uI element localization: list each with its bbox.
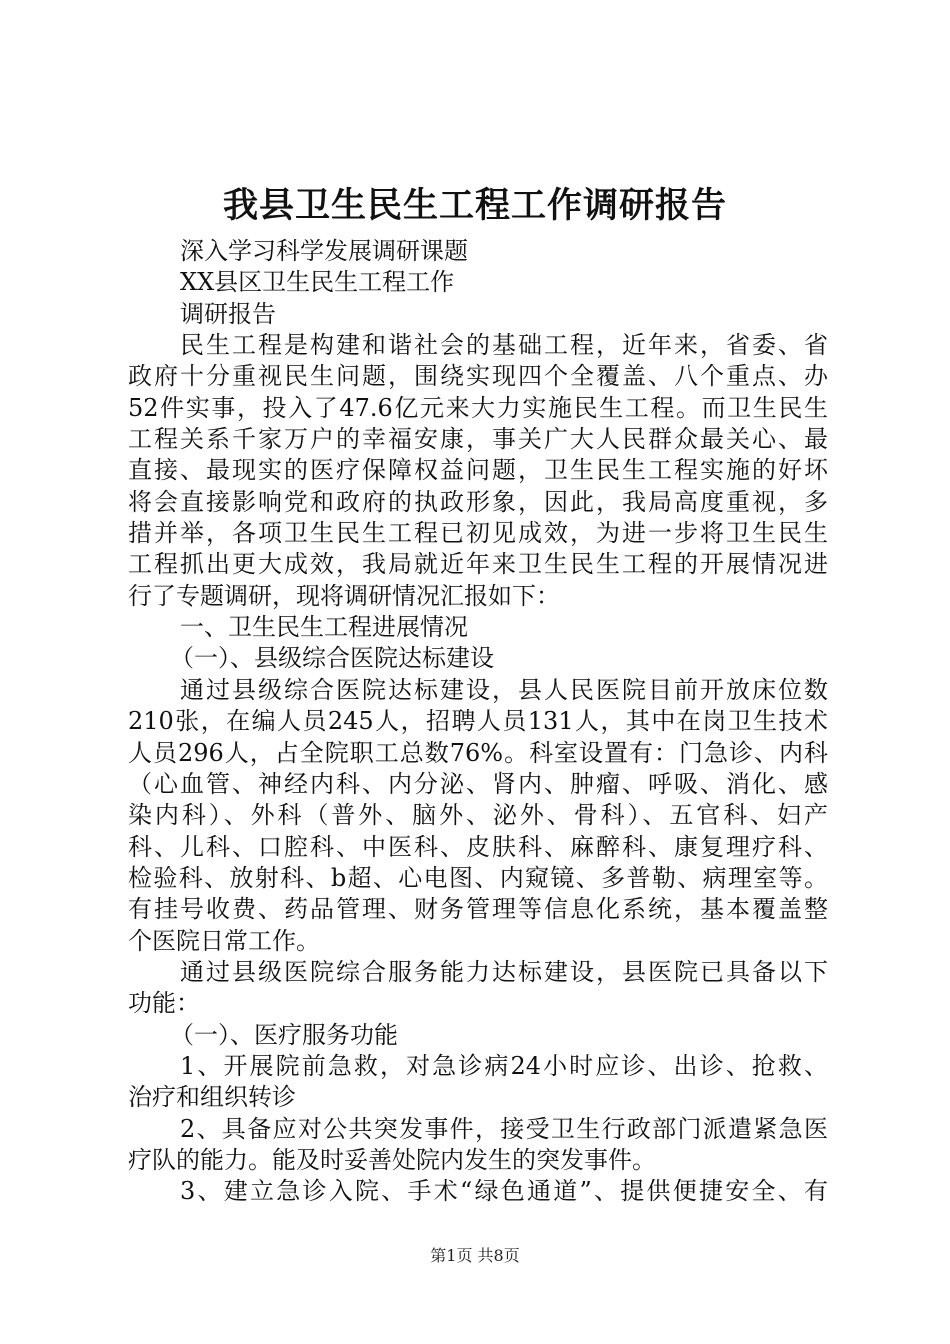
paragraph-line: 直接、最现实的医疗保障权益问题，卫生民生工程实施的好坏 — [128, 456, 828, 485]
subtitle-line: XX县区卫生民生工程工作 — [180, 268, 455, 297]
section-heading: 一、卫生民生工程进展情况 — [180, 613, 468, 642]
list-item-line: 治疗和组织转诊 — [128, 1083, 296, 1112]
paragraph-line: 工程抓出更大成效，我局就近年来卫生民生工程的开展情况进 — [128, 550, 828, 579]
subsection-heading: （一）、医疗服务功能 — [170, 1020, 398, 1049]
list-item-line: 3、建立急诊入院、手术“绿色通道”、提供便捷安全、有 — [180, 1177, 828, 1206]
paragraph-line: 科、儿科、口腔科、中医科、皮肤科、麻醉科、康复理疗科、 — [128, 832, 828, 861]
list-item-line: 1、开展院前急救，对急诊病24小时应诊、出诊、抢救、 — [180, 1051, 828, 1080]
paragraph-line: 功能： — [128, 989, 200, 1018]
subsection-heading: （一）、县级综合医院达标建设 — [170, 644, 494, 673]
paragraph-line: 民生工程是构建和谐社会的基础工程，近年来，省委、省 — [180, 331, 828, 360]
paragraph-line: 工程关系千家万户的幸福安康，事关广大人民群众最关心、最 — [128, 425, 828, 454]
list-item-line: 2、具备应对公共突发事件，接受卫生行政部门派遣紧急医 — [180, 1114, 828, 1143]
paragraph-line: 染内科）、外科（普外、脑外、泌外、骨科）、五官科、妇产 — [128, 801, 828, 830]
document-title: 我县卫生民生工程工作调研报告 — [222, 185, 727, 226]
paragraph-line: 将会直接影响党和政府的执政形象，因此，我局高度重视，多 — [128, 487, 828, 516]
subtitle-line: 深入学习科学发展调研课题 — [180, 237, 468, 265]
paragraph-line: 政府十分重视民生问题，围绕实现四个全覆盖、八个重点、办 — [128, 362, 828, 391]
paragraph-line: 52件实事，投入了47.6亿元来大力实施民生工程。而卫生民生 — [128, 393, 828, 422]
paragraph-line: 人员296人，占全院职工总数76%。科室设置有：门急诊、内科 — [128, 738, 828, 767]
paragraph-line: 个医院日常工作。 — [128, 926, 320, 955]
paragraph-line: 措并举，各项卫生民生工程已初见成效，为进一步将卫生民生 — [128, 519, 828, 548]
document-body — [128, 236, 828, 1208]
list-item-line: 疗队的能力。能及时妥善处院内发生的突发事件。 — [128, 1145, 656, 1174]
paragraph-line: 有挂号收费、药品管理、财务管理等信息化系统，基本覆盖整 — [128, 895, 828, 924]
paragraph-line: 行了专题调研，现将调研情况汇报如下： — [128, 581, 560, 610]
subtitle-line: 调研报告 — [180, 299, 276, 328]
paragraph-line: 通过县级综合医院达标建设，县人民医院目前开放床位数 — [180, 675, 828, 704]
page-number-footer: 第1页 共8页 — [430, 1246, 520, 1265]
paragraph-line: （心血管、神经内科、内分泌、肾内、肿瘤、呼吸、消化、感 — [128, 769, 828, 798]
paragraph-line: 检验科、放射科、b超、心电图、内窥镜、多普勒、病理室等。 — [128, 863, 828, 892]
paragraph-line: 210张，在编人员245人，招聘人员131人，其中在岗卫生技术 — [128, 707, 828, 736]
paragraph-line: 通过县级医院综合服务能力达标建设，县医院已具备以下 — [180, 957, 828, 986]
